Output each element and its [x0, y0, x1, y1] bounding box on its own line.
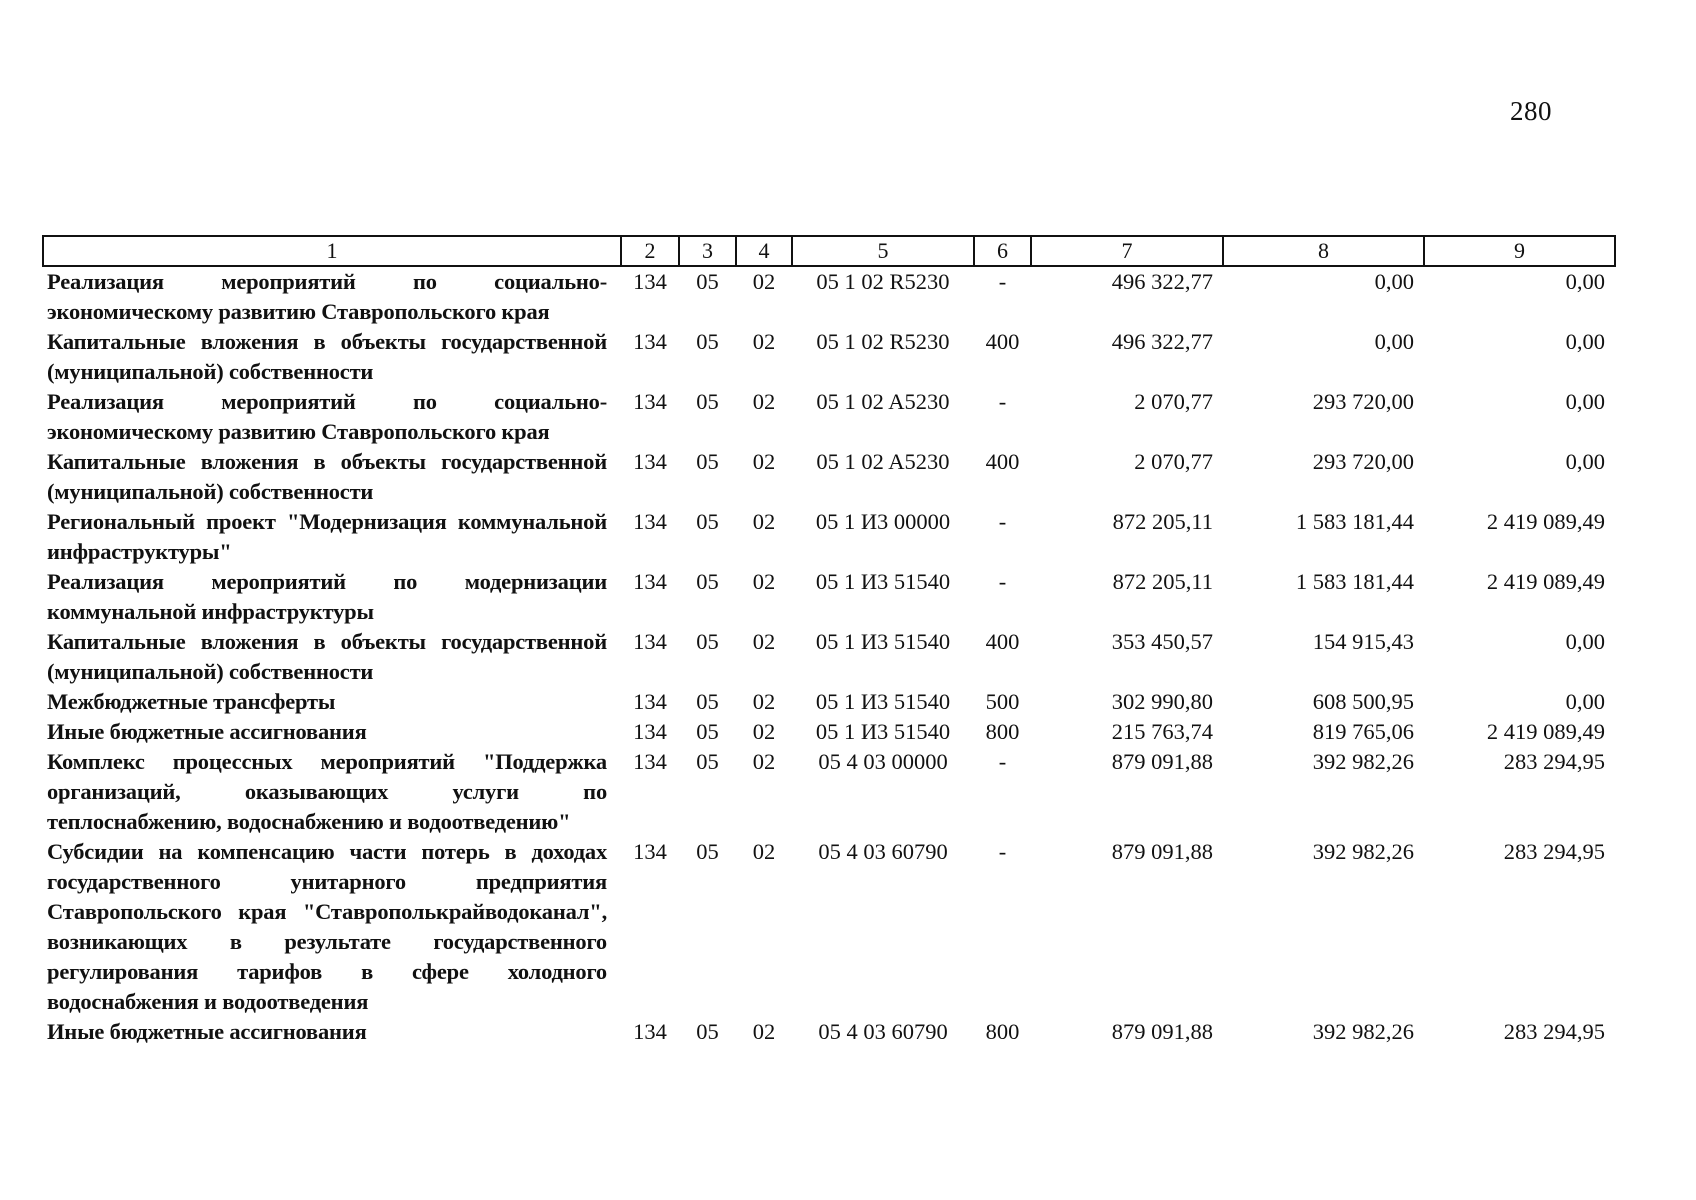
- column-header: 3: [679, 236, 736, 266]
- row-section-cell: 05: [696, 839, 719, 864]
- row-amount-8-cell: 392 982,26: [1312, 839, 1414, 864]
- row-amount-9-cell: 283 294,95: [1503, 1019, 1605, 1044]
- row-code-cell: 134: [633, 329, 667, 354]
- row-amount-7-cell: 2 070,77: [1134, 449, 1213, 474]
- table-row: [43, 387, 1615, 447]
- row-subsection-cell: 02: [752, 509, 776, 534]
- row-amount-8-cell: 1 583 181,44: [1295, 509, 1414, 534]
- row-code-cell: 134: [633, 389, 667, 414]
- table-row: [43, 1017, 1615, 1047]
- table-row: [43, 266, 1615, 327]
- table-row: [43, 507, 1615, 567]
- row-section-cell: 05: [696, 509, 719, 534]
- table-row: [43, 687, 1615, 717]
- header-row: [43, 236, 1615, 266]
- row-subsection-cell: 02: [752, 269, 776, 294]
- column-header: 1: [43, 236, 621, 266]
- row-target-article-cell: 05 1 И3 51540: [815, 719, 951, 744]
- row-amount-9-cell: 2 419 089,49: [1486, 569, 1605, 594]
- table-row: [43, 567, 1615, 627]
- row-amount-7-cell: 353 450,57: [1111, 629, 1213, 654]
- row-amount-9-cell: 0,00: [1565, 449, 1605, 474]
- row-amount-9-cell: 2 419 089,49: [1486, 509, 1605, 534]
- row-section-cell: 05: [696, 1019, 719, 1044]
- row-section-cell: 05: [696, 689, 719, 714]
- row-section-cell: 05: [696, 329, 719, 354]
- row-code-cell: 134: [633, 449, 667, 474]
- row-expense-type-cell: 400: [985, 629, 1020, 654]
- row-expense-type-cell: -: [998, 509, 1007, 534]
- row-amount-8-cell: 392 982,26: [1312, 749, 1414, 774]
- row-amount-8-cell: 0,00: [1374, 269, 1414, 294]
- row-name-cell: Капитальные вложения в объекты государственной (муниципальной) собственности: [47, 329, 607, 384]
- row-amount-8-cell: 154 915,43: [1312, 629, 1414, 654]
- row-section-cell: 05: [696, 389, 719, 414]
- row-target-article-cell: 05 1 02 R5230: [816, 269, 950, 294]
- table-row: [43, 717, 1615, 747]
- row-code-cell: 134: [633, 719, 667, 744]
- row-code-cell: 134: [633, 629, 667, 654]
- row-subsection-cell: 02: [752, 839, 776, 864]
- table-body: [43, 266, 1615, 1047]
- row-target-article-cell: 05 1 02 A5230: [816, 449, 950, 474]
- row-amount-9-cell: 2 419 089,49: [1486, 719, 1605, 744]
- column-header: 2: [621, 236, 679, 266]
- row-amount-7-cell: 872 205,11: [1112, 569, 1213, 594]
- row-amount-7-cell: 879 091,88: [1111, 1019, 1213, 1044]
- row-subsection-cell: 02: [752, 329, 776, 354]
- row-name-cell: Иные бюджетные ассигнования: [47, 1019, 367, 1044]
- row-section-cell: 05: [696, 569, 719, 594]
- row-section-cell: 05: [696, 629, 719, 654]
- column-header: 5: [792, 236, 974, 266]
- row-section-cell: 05: [696, 269, 719, 294]
- row-name-cell: Комплекс процессных мероприятий "Поддержка организаций, оказывающих услуги по теплоснабжению, водоснабжению и водоотведению": [47, 749, 607, 834]
- row-amount-7-cell: 496 322,77: [1111, 329, 1213, 354]
- row-amount-7-cell: 302 990,80: [1111, 689, 1213, 714]
- row-code-cell: 134: [633, 509, 667, 534]
- page-number: 280: [1510, 96, 1552, 126]
- row-code-cell: 134: [633, 269, 667, 294]
- row-amount-7-cell: 879 091,88: [1111, 749, 1213, 774]
- row-amount-7-cell: 872 205,11: [1112, 509, 1213, 534]
- row-target-article-cell: 05 1 И3 51540: [815, 689, 951, 714]
- row-subsection-cell: 02: [752, 629, 776, 654]
- row-subsection-cell: 02: [752, 749, 776, 774]
- row-amount-7-cell: 2 070,77: [1134, 389, 1213, 414]
- row-name-cell: Межбюджетные трансферты: [47, 689, 336, 714]
- row-code-cell: 134: [633, 569, 667, 594]
- row-subsection-cell: 02: [752, 719, 776, 744]
- row-name-cell: Субсидии на компенсацию части потерь в доходах государственного унитарного предприятия Ставропольского края "Ставрополькрайводоканал", возникающих в результате государственного регулирования тарифов в сфере холодного водоснабжения и водоотведения: [47, 839, 607, 1014]
- row-code-cell: 134: [633, 689, 667, 714]
- table-row: [43, 327, 1615, 387]
- row-amount-9-cell: 0,00: [1565, 389, 1605, 414]
- row-name-cell: Иные бюджетные ассигнования: [47, 719, 367, 744]
- row-section-cell: 05: [696, 449, 719, 474]
- row-code-cell: 134: [633, 749, 667, 774]
- row-name-cell: Реализация мероприятий по социально-экономическому развитию Ставропольского края: [47, 269, 607, 324]
- column-header: 4: [736, 236, 792, 266]
- row-name-cell: Реализация мероприятий по модернизации коммунальной инфраструктуры: [47, 569, 607, 624]
- row-target-article-cell: 05 4 03 60790: [818, 839, 948, 864]
- row-subsection-cell: 02: [752, 1019, 776, 1044]
- row-expense-type-cell: -: [998, 749, 1007, 774]
- table-row: [43, 627, 1615, 687]
- row-subsection-cell: 02: [752, 389, 776, 414]
- row-code-cell: 134: [633, 1019, 667, 1044]
- table-row: [43, 837, 1615, 1017]
- row-amount-9-cell: 283 294,95: [1503, 749, 1605, 774]
- row-amount-9-cell: 0,00: [1565, 689, 1605, 714]
- row-amount-7-cell: 215 763,74: [1111, 719, 1213, 744]
- row-target-article-cell: 05 1 И3 51540: [815, 629, 951, 654]
- row-amount-8-cell: 293 720,00: [1312, 389, 1414, 414]
- row-expense-type-cell: 400: [985, 449, 1020, 474]
- row-amount-7-cell: 879 091,88: [1111, 839, 1213, 864]
- row-section-cell: 05: [696, 749, 719, 774]
- row-amount-9-cell: 0,00: [1565, 629, 1605, 654]
- column-header: 6: [974, 236, 1031, 266]
- row-amount-9-cell: 0,00: [1565, 329, 1605, 354]
- row-expense-type-cell: 500: [985, 689, 1020, 714]
- row-code-cell: 134: [633, 839, 667, 864]
- row-amount-8-cell: 1 583 181,44: [1295, 569, 1414, 594]
- row-amount-8-cell: 293 720,00: [1312, 449, 1414, 474]
- row-expense-type-cell: -: [998, 569, 1007, 594]
- row-amount-8-cell: 608 500,95: [1312, 689, 1414, 714]
- row-name-cell: Региональный проект "Модернизация коммунальной инфраструктуры": [47, 509, 607, 564]
- row-amount-8-cell: 819 765,06: [1312, 719, 1414, 744]
- row-name-cell: Капитальные вложения в объекты государственной (муниципальной) собственности: [47, 629, 607, 684]
- row-target-article-cell: 05 4 03 00000: [818, 749, 948, 774]
- row-target-article-cell: 05 1 02 R5230: [816, 329, 950, 354]
- row-amount-8-cell: 392 982,26: [1312, 1019, 1414, 1044]
- row-expense-type-cell: 800: [985, 1019, 1020, 1044]
- row-section-cell: 05: [696, 719, 719, 744]
- column-header: 8: [1223, 236, 1424, 266]
- budget-table: [42, 235, 1616, 1047]
- row-subsection-cell: 02: [752, 449, 776, 474]
- row-amount-8-cell: 0,00: [1374, 329, 1414, 354]
- table-row: [43, 447, 1615, 507]
- row-name-cell: Капитальные вложения в объекты государственной (муниципальной) собственности: [47, 449, 607, 504]
- row-target-article-cell: 05 4 03 60790: [818, 1019, 948, 1044]
- row-target-article-cell: 05 1 И3 00000: [815, 509, 951, 534]
- column-header: 7: [1031, 236, 1223, 266]
- row-expense-type-cell: 400: [985, 329, 1020, 354]
- column-header: 9: [1424, 236, 1615, 266]
- row-expense-type-cell: 800: [985, 719, 1020, 744]
- row-subsection-cell: 02: [752, 689, 776, 714]
- row-target-article-cell: 05 1 02 A5230: [816, 389, 950, 414]
- row-target-article-cell: 05 1 И3 51540: [815, 569, 951, 594]
- row-amount-9-cell: 0,00: [1565, 269, 1605, 294]
- table-row: [43, 747, 1615, 837]
- row-amount-7-cell: 496 322,77: [1111, 269, 1213, 294]
- row-subsection-cell: 02: [752, 569, 776, 594]
- row-expense-type-cell: -: [998, 839, 1007, 864]
- row-expense-type-cell: -: [998, 389, 1007, 414]
- row-expense-type-cell: -: [998, 269, 1007, 294]
- row-name-cell: Реализация мероприятий по социально-экономическому развитию Ставропольского края: [47, 389, 607, 444]
- row-amount-9-cell: 283 294,95: [1503, 839, 1605, 864]
